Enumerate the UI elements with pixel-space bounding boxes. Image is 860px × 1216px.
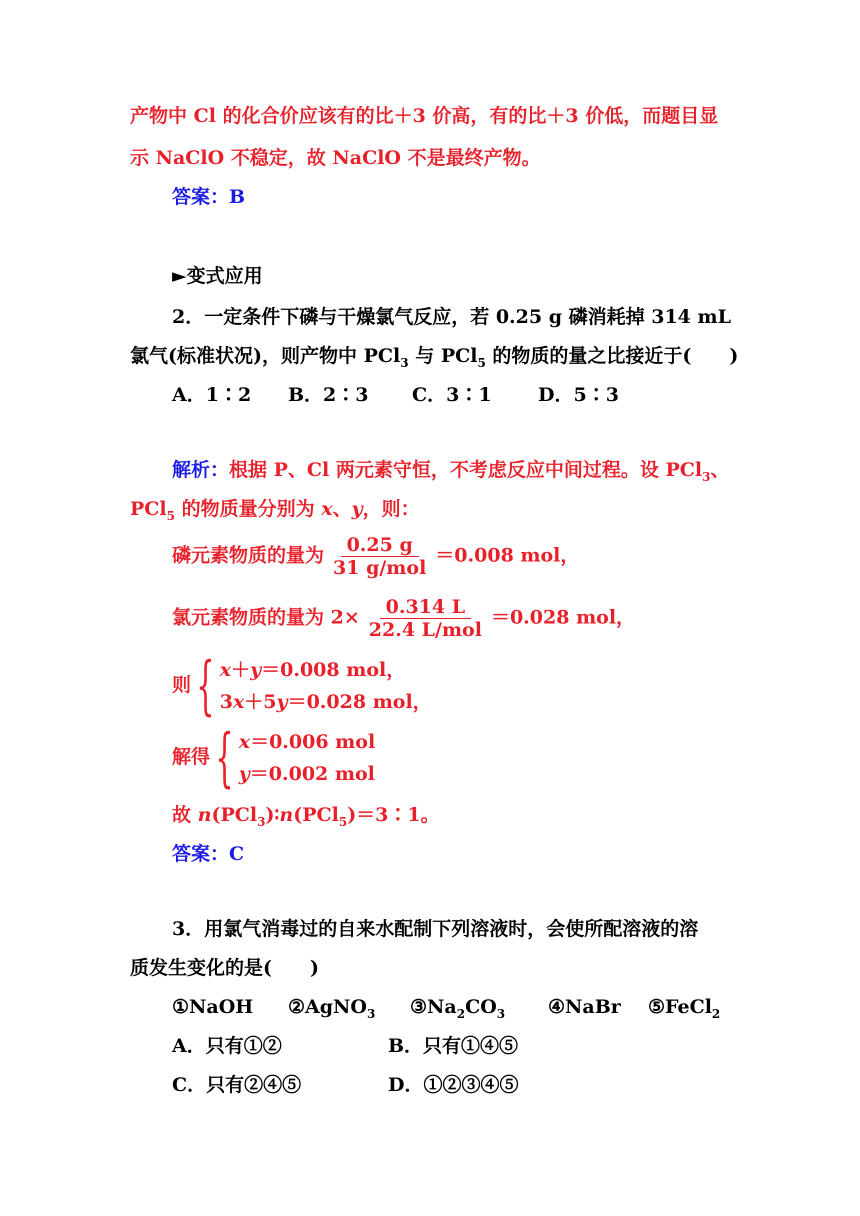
- left-brace-icon: {: [196, 649, 215, 723]
- q3-item-3: $③Na_2CO_3$: [410, 996, 506, 1021]
- q3-item-4: ④NaBr: [548, 996, 621, 1018]
- q3-item-1: ①NaOH: [172, 996, 254, 1018]
- chlorine-fraction: $\frac{0.314 L}{\text{22.4 L/mol}}$: [368, 596, 482, 641]
- q3-item-2: ②AgNO$_3$: [288, 996, 376, 1021]
- q3-option-b[interactable]: B．只有①④⑤: [388, 1035, 519, 1057]
- phosphorus-amount: 磷元素物质的量为 $\frac{0.25 g}{\text{31 g/mol}}$ ＝0.008 mol，: [172, 534, 580, 579]
- q2-option-c[interactable]: C．3∶1: [412, 384, 492, 406]
- equation-2: 3x＋5y＝0.028 mol，: [219, 691, 432, 713]
- solution-x: x＝0.006 mol: [238, 731, 376, 753]
- q2-analysis-line1: 解析：根据 P、Cl 两元素守恒，不考虑反应中间过程。设 PCl$_3$、: [172, 459, 730, 484]
- q2-stem-line1: 2．一定条件下磷与干燥氯气反应，若 0.25 g 磷消耗掉 314 mL: [172, 306, 731, 328]
- q3-option-a[interactable]: A．只有①②: [172, 1035, 282, 1057]
- q2-option-b[interactable]: B．2∶3: [288, 384, 369, 406]
- q2-option-a[interactable]: A．1∶2: [172, 384, 252, 406]
- solution-y: y＝0.002 mol: [238, 763, 375, 785]
- q2-stem-line2: 氯气(标准状况)，则产物中 PCl$_3$ 与 PCl$_5$ 的物质的量之比接近于( ): [130, 345, 739, 370]
- q3-item-5: ⑤FeCl$_2$: [648, 996, 721, 1021]
- q3-items: [172, 995, 720, 1026]
- chlorine-amount: 氯元素物质的量为 2× $\frac{0.314 L}{\text{22.4 L/mol}}$ ＝0.028 mol，: [172, 596, 636, 641]
- q2-option-d[interactable]: D．5∶3: [538, 384, 619, 406]
- equation-system: 则{ x＋y＝0.008 mol， 3x＋5y＝0.028 mol，: [172, 649, 432, 723]
- phosphorus-fraction: $\frac{0.25 g}{\text{31 g/mol}}$: [333, 534, 427, 579]
- prev-analysis-line2: 示 NaClO 不稳定，故 NaClO 不是最终产物。: [130, 147, 541, 169]
- q2-answer: 答案：C: [172, 843, 245, 865]
- q2-analysis-line2: PCl$_5$ 的物质量分别为 x、y，则：: [130, 498, 420, 523]
- q2-options: [172, 383, 619, 407]
- prev-answer: 答案：B: [172, 186, 246, 208]
- solution-system: 解得{ x＝0.006 mol y＝0.002 mol: [172, 721, 376, 795]
- q3-options-row2: [172, 1073, 518, 1097]
- ratio-conclusion: 故 n(PCl$_3$)∶n(PCl$_5$)＝3∶1。: [172, 804, 440, 829]
- q3-options-row1: [172, 1034, 518, 1058]
- q3-stem-line1: 3．用氯气消毒过的自来水配制下列溶液时，会使所配溶液的溶: [172, 918, 699, 940]
- q3-option-d[interactable]: D．①②③④⑤: [388, 1074, 519, 1096]
- q3-stem-line2: 质发生变化的是( ): [130, 957, 319, 979]
- q3-option-c[interactable]: C．只有②④⑤: [172, 1074, 302, 1096]
- section-heading: ►变式应用: [172, 265, 263, 287]
- left-brace-icon: {: [215, 721, 234, 795]
- prev-analysis-line1: 产物中 Cl 的化合价应该有的比＋3 价高，有的比＋3 价低，而题目显: [130, 105, 719, 127]
- equation-1: x＋y＝0.008 mol，: [219, 659, 406, 681]
